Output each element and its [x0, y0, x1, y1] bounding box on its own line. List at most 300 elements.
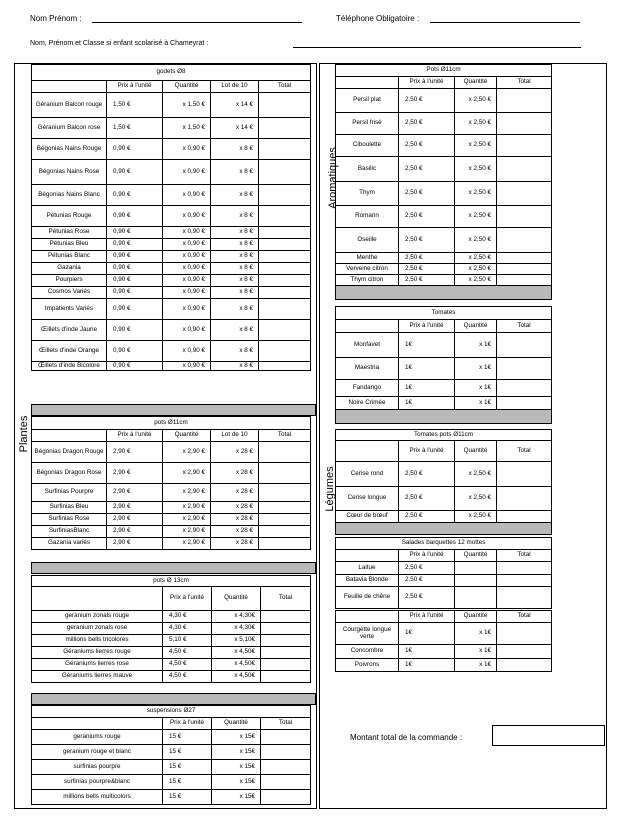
quantity-cell[interactable]: x 0,90 € [163, 239, 211, 251]
unit-price: 2,50 € [399, 587, 455, 609]
product-name: Cerise longue [336, 487, 399, 511]
header-blank [336, 550, 399, 562]
table-row [32, 790, 311, 805]
total-cell[interactable] [497, 487, 552, 511]
pots11-table [31, 416, 311, 550]
product-name: Œillets d'inde Orange [32, 341, 107, 362]
unit-price: 1€ [399, 645, 455, 659]
table-row [32, 251, 311, 263]
unit-price: 15 € [163, 730, 212, 745]
unit-price: 2,90 € [107, 484, 163, 502]
table-row [32, 760, 311, 775]
unit-price: 0,90 € [107, 275, 163, 287]
quantity-cell[interactable]: x 0,90 € [163, 320, 211, 341]
unit-price: 2,50 € [399, 157, 455, 182]
quantity-cell[interactable]: x 4,50€ [212, 671, 261, 683]
total-cell[interactable] [497, 182, 552, 206]
quantity-cell[interactable]: x 15€ [212, 760, 261, 775]
product-name: Poivrons [336, 659, 399, 672]
total-cell[interactable] [259, 320, 311, 341]
enfant-label: Nom, Prénom et Classe si enfant scolarisé à Chameyrat : [30, 40, 209, 47]
total-cell[interactable] [261, 790, 311, 805]
table-row [336, 228, 552, 253]
lot-cell[interactable]: x 8 € [211, 299, 259, 320]
quantity-cell[interactable]: x 2,50 € [455, 182, 497, 206]
product-name: Impatients Variés [32, 299, 107, 320]
quantity-cell[interactable]: x 4,50€ [212, 647, 261, 659]
quantity-cell[interactable]: x 15€ [212, 790, 261, 805]
quantity-cell[interactable]: x 2,50 € [455, 89, 497, 113]
column-header: Quantité [455, 441, 497, 462]
unit-price: 15 € [163, 745, 212, 760]
header-row [32, 587, 311, 611]
product-name: Gazania [32, 263, 107, 275]
column-header: Total [261, 587, 311, 611]
unit-price: 0,90 € [107, 263, 163, 275]
section-title: pots Ø11cm [32, 417, 311, 430]
unit-price: 2,50 € [399, 89, 455, 113]
unit-price: 0,90 € [107, 362, 163, 371]
total-cell[interactable] [261, 760, 311, 775]
total-cell[interactable] [497, 587, 552, 609]
total-cell[interactable] [261, 623, 311, 635]
product-name: Surfinias Rose [32, 514, 107, 526]
total-cell[interactable] [261, 730, 311, 745]
quantity-cell[interactable]: x 2,50 € [455, 462, 497, 487]
total-cell[interactable] [259, 526, 311, 538]
section-title-row [336, 430, 552, 441]
total-cell[interactable] [259, 502, 311, 514]
telephone-label: Téléphone Obligatoire : [336, 14, 420, 23]
quantity-cell[interactable]: x 2,50 € [455, 228, 497, 253]
lot-cell[interactable]: x 8 € [211, 160, 259, 185]
table-row [32, 745, 311, 760]
table-row [32, 671, 311, 683]
column-header: Quantité [455, 77, 497, 89]
product-name: Monfavet [336, 333, 399, 358]
quantity-cell[interactable]: x 0,90 € [163, 341, 211, 362]
total-cell[interactable] [259, 118, 311, 139]
tomates-pots-table [335, 429, 552, 535]
quantity-cell[interactable]: x 15€ [212, 775, 261, 790]
quantity-cell[interactable]: x 0,90 € [163, 275, 211, 287]
product-name: Pétunias Bleu [32, 239, 107, 251]
table-row [32, 185, 311, 206]
table-row [336, 587, 552, 609]
lot-cell[interactable]: x 8 € [211, 206, 259, 227]
table-row [32, 93, 311, 118]
total-cell[interactable] [259, 93, 311, 118]
product-name: Romarin [336, 206, 399, 228]
quantity-cell[interactable]: x 4,50€ [212, 659, 261, 671]
table-row [336, 206, 552, 228]
total-cell[interactable] [497, 253, 552, 264]
total-cell[interactable] [259, 275, 311, 287]
product-name: Batavia Blonde [336, 575, 399, 587]
unit-price: 2,50 € [399, 264, 455, 275]
column-header: Quantité [212, 718, 261, 730]
quantity-cell[interactable]: x 2,50 € [455, 253, 497, 264]
unit-price: 0,90 € [107, 139, 163, 160]
separator-cell [336, 286, 552, 300]
total-cell[interactable] [259, 263, 311, 275]
total-cell[interactable] [261, 647, 311, 659]
product-name: geranium rouge et blanc [32, 745, 163, 760]
unit-price: 4,50 € [163, 659, 212, 671]
table-row [32, 623, 311, 635]
total-cell[interactable] [259, 341, 311, 362]
quantity-cell[interactable]: x 2,50 € [455, 511, 497, 523]
table-row [32, 160, 311, 185]
unit-price: 1€ [399, 397, 455, 410]
total-cell[interactable] [259, 185, 311, 206]
separator-band [31, 404, 316, 416]
lot-cell[interactable]: x 8 € [211, 227, 259, 239]
product-name: Noire Crimée [336, 397, 399, 410]
column-header: Total [259, 81, 311, 93]
product-name: Cœur de bœuf [336, 511, 399, 523]
table-row [32, 730, 311, 745]
table-row [32, 538, 311, 550]
total-cell[interactable] [261, 671, 311, 683]
total-cell[interactable] [497, 575, 552, 587]
total-cell[interactable] [261, 659, 311, 671]
quantity-cell[interactable]: x 2,90 € [163, 514, 211, 526]
table-row [336, 333, 552, 358]
table-row [336, 511, 552, 523]
total-cell[interactable] [497, 157, 552, 182]
header-blank [32, 430, 107, 442]
table-row [32, 611, 311, 623]
quantity-cell[interactable]: x 2,50 € [455, 275, 497, 286]
header-blank [32, 718, 163, 730]
product-name: Persil plat [336, 89, 399, 113]
section-title-row [336, 307, 552, 320]
total-cell[interactable] [261, 635, 311, 647]
unit-price: 4,30 € [163, 611, 212, 623]
quantity-cell[interactable]: x 0,90 € [163, 227, 211, 239]
unit-price: 1,50 € [107, 93, 163, 118]
quantity-cell[interactable]: x 2,50 € [455, 135, 497, 157]
header-row [32, 718, 311, 730]
header-row [336, 77, 552, 89]
column-header: Total [261, 718, 311, 730]
product-name: Oseille [336, 228, 399, 253]
quantity-cell[interactable]: x 0,90 € [163, 206, 211, 227]
total-cell[interactable] [259, 362, 311, 371]
quantity-cell[interactable]: x 1€ [455, 397, 497, 410]
total-cell[interactable] [497, 275, 552, 286]
quantity-cell[interactable]: x 1€ [455, 380, 497, 397]
table-row [32, 635, 311, 647]
quantity-cell[interactable]: x 2,90 € [163, 502, 211, 514]
table-row [32, 362, 311, 371]
product-name: surfinias pourpre [32, 760, 163, 775]
unit-price: 2,90 € [107, 514, 163, 526]
product-name: Bégonias Dragon Rouge [32, 442, 107, 463]
section-title-row [32, 706, 311, 718]
quantity-cell[interactable]: x 0,90 € [163, 251, 211, 263]
product-name: Géraniums lierres rose [32, 659, 163, 671]
table-row [336, 275, 552, 286]
total-cell[interactable] [259, 227, 311, 239]
product-name: Bégonias Dragon Rose [32, 463, 107, 484]
product-name: Pourpiers [32, 275, 107, 287]
quantity-cell[interactable]: x 0,90 € [163, 185, 211, 206]
total-cell[interactable] [497, 89, 552, 113]
quantity-cell[interactable]: x 4,30€ [212, 623, 261, 635]
table-row [32, 227, 311, 239]
quantity-cell[interactable]: x 1,50 € [163, 93, 211, 118]
column-header: Total [497, 611, 552, 623]
lot-cell[interactable]: x 8 € [211, 251, 259, 263]
lot-cell[interactable]: x 8 € [211, 287, 259, 299]
total-cell[interactable] [497, 645, 552, 659]
product-name: Bégonias Nains Blanc [32, 185, 107, 206]
lot-cell[interactable]: x 14 € [211, 93, 259, 118]
lot-cell[interactable]: x 8 € [211, 263, 259, 275]
table-row [32, 775, 311, 790]
quantity-cell[interactable]: x 2,50 € [455, 206, 497, 228]
unit-price: 1€ [399, 380, 455, 397]
table-row [32, 514, 311, 526]
quantity-cell[interactable]: x 2,50 € [455, 487, 497, 511]
quantity-cell[interactable]: x 0,90 € [163, 139, 211, 160]
total-cell[interactable] [259, 463, 311, 484]
section-title: Salades barquettes 12 mottes [336, 538, 552, 550]
enfant-field[interactable] [293, 47, 581, 48]
header-row [32, 430, 311, 442]
product-name: Maestria [336, 358, 399, 380]
table-row [336, 397, 552, 410]
nom-field[interactable] [92, 22, 302, 23]
column-header: Quantité [455, 611, 497, 623]
telephone-field[interactable] [430, 22, 580, 23]
section-title-row [32, 65, 311, 81]
quantity-cell[interactable]: x 4,30€ [212, 611, 261, 623]
total-cell[interactable] [259, 139, 311, 160]
column-header: Prix à l'unité [163, 718, 212, 730]
product-name: Cosmos Variés [32, 287, 107, 299]
total-cell[interactable] [497, 659, 552, 672]
unit-price: 2,90 € [107, 502, 163, 514]
lot-cell[interactable]: x 28 € [211, 502, 259, 514]
separator-row [336, 410, 552, 424]
quantity-cell[interactable]: x 1€ [455, 645, 497, 659]
quantity-cell[interactable]: x 15€ [212, 745, 261, 760]
quantity-cell[interactable]: x 1€ [455, 333, 497, 358]
quantity-cell[interactable]: x 2,90 € [163, 442, 211, 463]
column-header: Prix à l'unité [399, 611, 455, 623]
table-row [32, 287, 311, 299]
section-title: Tomates [336, 307, 552, 320]
product-name: Thym citron [336, 275, 399, 286]
total-cell[interactable] [497, 511, 552, 523]
quantity-cell[interactable]: x 0,90 € [163, 160, 211, 185]
header-blank [336, 77, 399, 89]
separator-cell [336, 410, 552, 424]
table-row [32, 139, 311, 160]
total-cell[interactable] [259, 484, 311, 502]
product-name: Bégonias Nains Rose [32, 160, 107, 185]
total-cell[interactable] [497, 113, 552, 135]
table-row [32, 659, 311, 671]
product-name: Pétunias Rouge [32, 206, 107, 227]
quantity-cell[interactable] [455, 575, 497, 587]
product-name: Pétunias Blanc [32, 251, 107, 263]
product-name: Ciboulette [336, 135, 399, 157]
unit-price: 2,50 € [399, 253, 455, 264]
column-header: Quantité [455, 550, 497, 562]
total-cell[interactable] [497, 623, 552, 645]
lot-cell[interactable]: x 28 € [211, 442, 259, 463]
quantity-cell[interactable]: x 1€ [455, 659, 497, 672]
separator-row [336, 523, 552, 535]
lot-cell[interactable]: x 28 € [211, 484, 259, 502]
total-cell[interactable] [259, 514, 311, 526]
section-title: Tomates pots Ø11cm [336, 430, 552, 441]
unit-price: 0,90 € [107, 299, 163, 320]
quantity-cell[interactable]: x 2,90 € [163, 526, 211, 538]
total-cell[interactable] [259, 442, 311, 463]
column-header: Quantité [212, 587, 261, 611]
total-cell[interactable] [259, 160, 311, 185]
lot-cell[interactable]: x 28 € [211, 514, 259, 526]
column-header: Lot de 10 [211, 430, 259, 442]
total-cell[interactable] [497, 380, 552, 397]
unit-price: 2,90 € [107, 442, 163, 463]
lot-cell[interactable]: x 14 € [211, 118, 259, 139]
product-name: Géranium Balcon rouge [32, 93, 107, 118]
unit-price: 15 € [163, 760, 212, 775]
lot-cell[interactable]: x 8 € [211, 320, 259, 341]
column-header: Prix à l'unité [399, 77, 455, 89]
product-name: Laitue [336, 562, 399, 575]
table-row [336, 135, 552, 157]
lot-cell[interactable]: x 8 € [211, 239, 259, 251]
header-row [336, 320, 552, 333]
total-cell[interactable] [259, 239, 311, 251]
column-header: Total [497, 441, 552, 462]
unit-price: 1€ [399, 623, 455, 645]
unit-price: 0,90 € [107, 251, 163, 263]
total-cell[interactable] [497, 562, 552, 575]
total-cell[interactable] [259, 206, 311, 227]
table-row [32, 463, 311, 484]
column-header: Quantité [455, 320, 497, 333]
quantity-cell[interactable]: x 1,50 € [163, 118, 211, 139]
product-name: geraniums rouge [32, 730, 163, 745]
quantity-cell[interactable]: x 15€ [212, 730, 261, 745]
total-cell[interactable] [497, 358, 552, 380]
header-blank [336, 441, 399, 462]
unit-price: 2,90 € [107, 526, 163, 538]
header-blank [32, 587, 163, 611]
total-cell[interactable] [259, 251, 311, 263]
total-amount-field[interactable] [492, 725, 605, 746]
quantity-cell[interactable] [455, 562, 497, 575]
table-row [32, 299, 311, 320]
table-row [336, 575, 552, 587]
table-row [336, 487, 552, 511]
total-cell[interactable] [497, 206, 552, 228]
unit-price: 0,90 € [107, 185, 163, 206]
total-cell[interactable] [497, 228, 552, 253]
total-cell[interactable] [259, 287, 311, 299]
total-cell[interactable] [259, 299, 311, 320]
quantity-cell[interactable]: x 0,90 € [163, 287, 211, 299]
total-cell[interactable] [497, 333, 552, 358]
total-cell[interactable] [261, 745, 311, 760]
quantity-cell[interactable]: x 0,90 € [163, 263, 211, 275]
unit-price: 2,90 € [107, 538, 163, 550]
lot-cell[interactable]: x 8 € [211, 185, 259, 206]
lot-cell[interactable]: x 8 € [211, 362, 259, 371]
table-row [336, 562, 552, 575]
legumes-table [335, 610, 552, 672]
quantity-cell[interactable]: x 2,90 € [163, 538, 211, 550]
quantity-cell[interactable]: x 2,50 € [455, 157, 497, 182]
separator-band [31, 693, 316, 705]
total-cell[interactable] [497, 135, 552, 157]
quantity-cell[interactable]: x 5,10€ [212, 635, 261, 647]
total-cell[interactable] [497, 264, 552, 275]
total-cell[interactable] [261, 775, 311, 790]
table-row [336, 380, 552, 397]
quantity-cell[interactable]: x 2,90 € [163, 463, 211, 484]
quantity-cell[interactable]: x 0,90 € [163, 362, 211, 371]
quantity-cell[interactable]: x 0,90 € [163, 299, 211, 320]
lot-cell[interactable]: x 8 € [211, 341, 259, 362]
lot-cell[interactable]: x 28 € [211, 526, 259, 538]
product-name: millions bells multicolors [32, 790, 163, 805]
section-title-row [336, 538, 552, 550]
quantity-cell[interactable]: x 1€ [455, 623, 497, 645]
table-row [336, 264, 552, 275]
quantity-cell[interactable]: x 2,50 € [455, 113, 497, 135]
table-row [32, 647, 311, 659]
lot-cell[interactable]: x 28 € [211, 463, 259, 484]
table-row [336, 623, 552, 645]
column-header: Quantité [163, 81, 211, 93]
total-cell[interactable] [259, 538, 311, 550]
total-cell[interactable] [497, 397, 552, 410]
unit-price: 0,90 € [107, 320, 163, 341]
column-header: Total [497, 77, 552, 89]
lot-cell[interactable]: x 28 € [211, 538, 259, 550]
section-title-row [336, 65, 552, 77]
quantity-cell[interactable]: x 2,50 € [455, 264, 497, 275]
table-row [336, 253, 552, 264]
unit-price: 2,50 € [399, 562, 455, 575]
lot-cell[interactable]: x 8 € [211, 275, 259, 287]
total-cell[interactable] [261, 611, 311, 623]
table-row [32, 442, 311, 463]
product-name: Basilic [336, 157, 399, 182]
quantity-cell[interactable] [455, 587, 497, 609]
total-cell[interactable] [497, 462, 552, 487]
product-name: Concombre [336, 645, 399, 659]
unit-price: 0,90 € [107, 287, 163, 299]
quantity-cell[interactable]: x 2,90 € [163, 484, 211, 502]
unit-price: 2,50 € [399, 182, 455, 206]
quantity-cell[interactable]: x 1€ [455, 358, 497, 380]
product-name: Bégonias Nains Rouge [32, 139, 107, 160]
table-row [32, 118, 311, 139]
lot-cell[interactable]: x 8 € [211, 139, 259, 160]
unit-price: 4,50 € [163, 671, 212, 683]
table-row [32, 526, 311, 538]
